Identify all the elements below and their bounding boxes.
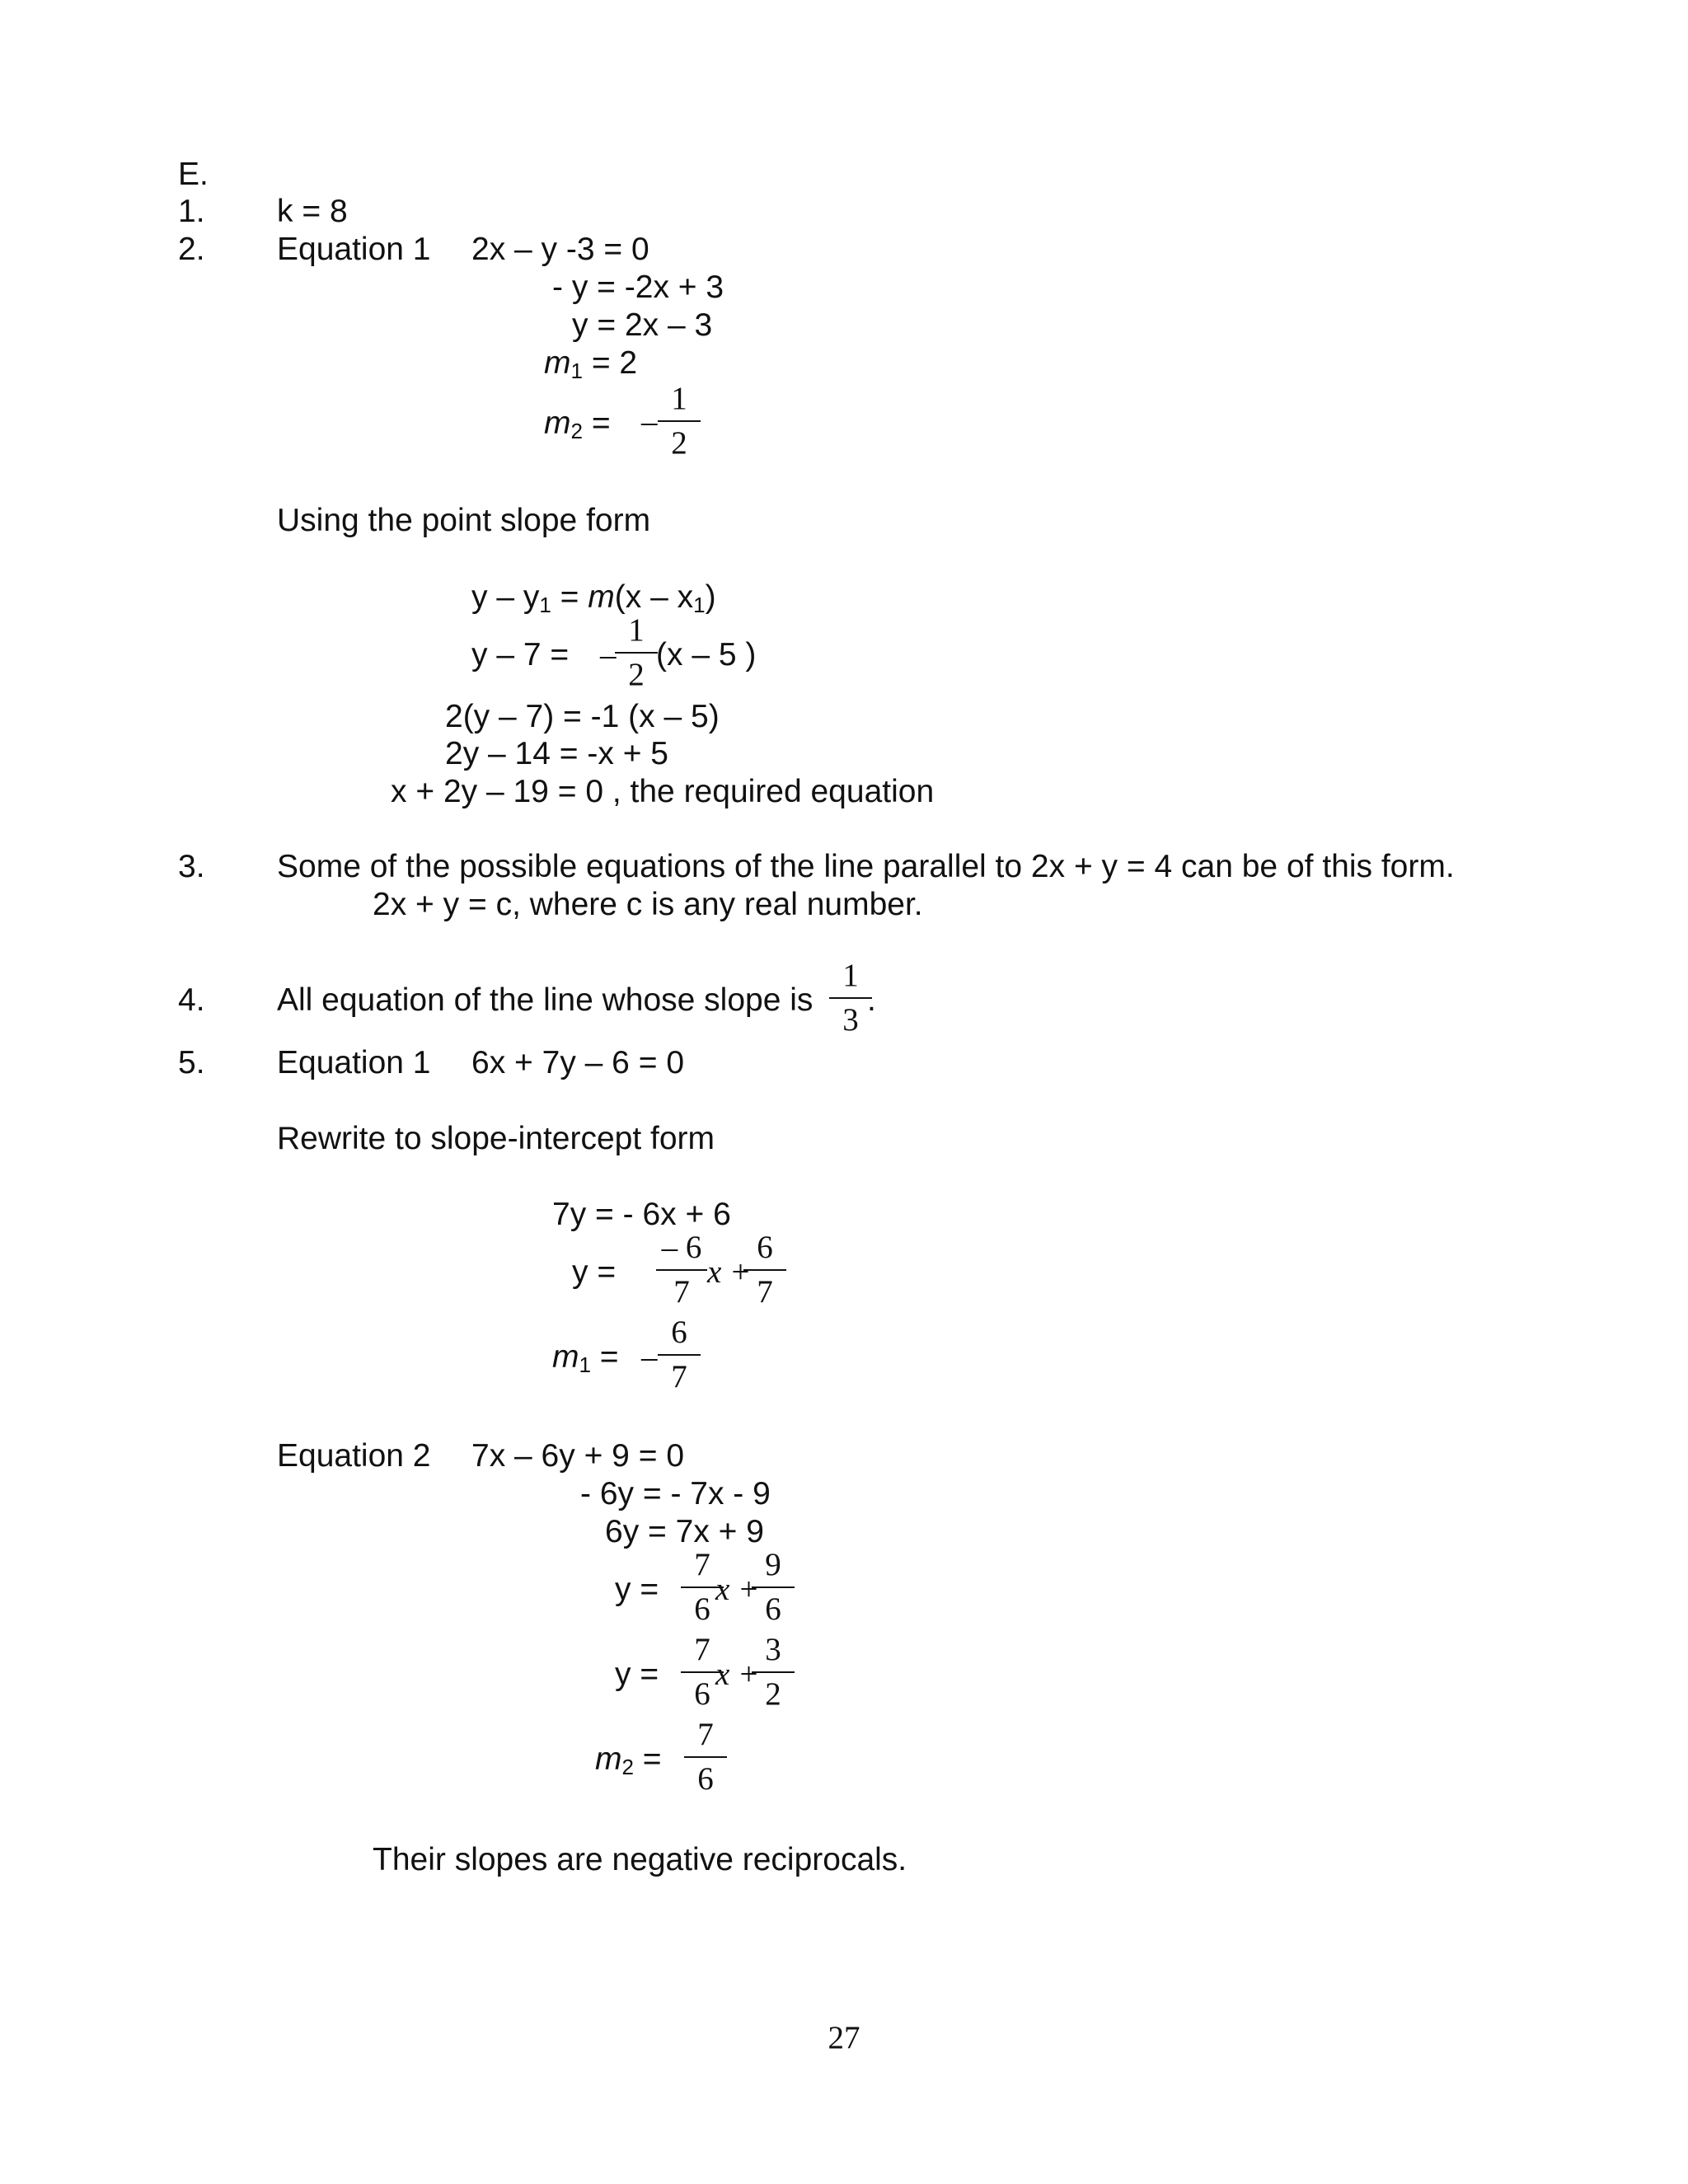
item-number: 1.	[178, 194, 205, 229]
equation-step: 6y = 7x + 9	[605, 1514, 764, 1549]
fraction: 7 6	[681, 1718, 730, 1796]
section-label: E.	[178, 157, 209, 192]
equation-step: 7y = - 6x + 6	[552, 1197, 731, 1232]
equation-step: y = 2x – 3	[572, 307, 713, 343]
equation: 2x – y -3 = 0	[471, 232, 649, 267]
fraction: – 6 7	[653, 1231, 710, 1309]
item-number: 3.	[178, 849, 205, 884]
item-text: Equation 1	[277, 232, 431, 267]
equation-step: (x – 5 )	[656, 637, 757, 673]
fraction: 7 6	[678, 1633, 727, 1711]
item-text: Some of the possible equations of the line parallel to 2x + y = 4 can be of this form.	[277, 849, 1455, 884]
minus-sign: –	[641, 1339, 658, 1375]
variable-term: x +	[715, 1572, 760, 1607]
fraction: 6 7	[654, 1316, 704, 1394]
required-equation: x + 2y – 19 = 0 , the required equation	[391, 774, 935, 809]
fraction: 1 2	[612, 614, 661, 691]
conclusion: Their slopes are negative reciprocals.	[373, 1842, 907, 1877]
equation: 7x – 6y + 9 = 0	[471, 1438, 685, 1474]
slope-m2: $m_2$ =	[595, 1741, 662, 1779]
item-number: 4.	[178, 982, 205, 1018]
variable-term: x +	[707, 1254, 752, 1290]
item-subtext: 2x + y = c, where c is any real number.	[373, 887, 923, 922]
period: .	[867, 982, 876, 1018]
equation-step: y – 7 =	[471, 637, 570, 673]
fraction-m2: 1 2	[654, 382, 704, 460]
point-slope-formula: $y - y_1 = m(x - x_1)$	[471, 579, 716, 617]
fraction: 9 6	[748, 1549, 798, 1626]
minus-sign: –	[641, 404, 658, 439]
equation-step: y =	[572, 1254, 617, 1290]
equation-step: - 6y = - 7x - 9	[580, 1476, 771, 1511]
fraction: 3 2	[748, 1633, 798, 1711]
minus-sign: –	[600, 637, 617, 673]
equation-step: - y = -2x + 3	[552, 269, 724, 305]
item-text: Equation 1	[277, 1045, 431, 1080]
item-text: Equation 2	[277, 1438, 431, 1474]
equation-step: 2(y – 7) = -1 (x – 5)	[445, 699, 720, 734]
slope-m1: $m_1$ =	[552, 1339, 619, 1377]
item-text: All equation of the line whose slope is	[277, 982, 814, 1018]
equation-step: 2y – 14 = -x + 5	[445, 736, 669, 771]
page-number: 27	[828, 2020, 860, 2055]
item-text: k = 8	[277, 194, 348, 229]
item-number: 5.	[178, 1045, 205, 1080]
equation-step: y =	[615, 1572, 659, 1607]
fraction: 7 6	[678, 1549, 727, 1626]
equation: 6x + 7y – 6 = 0	[471, 1045, 685, 1080]
variable-term: x +	[715, 1657, 760, 1692]
equation-step: y =	[615, 1657, 659, 1692]
fraction: 6 7	[740, 1231, 790, 1309]
slope-m2: $m_2$ =	[544, 405, 611, 443]
item-number: 2.	[178, 232, 205, 267]
fraction-slope: 1 3	[826, 959, 875, 1037]
paragraph: Rewrite to slope-intercept form	[277, 1121, 715, 1156]
slope-m1: $m_1 = 2$	[544, 345, 638, 383]
paragraph: Using the point slope form	[277, 503, 651, 538]
